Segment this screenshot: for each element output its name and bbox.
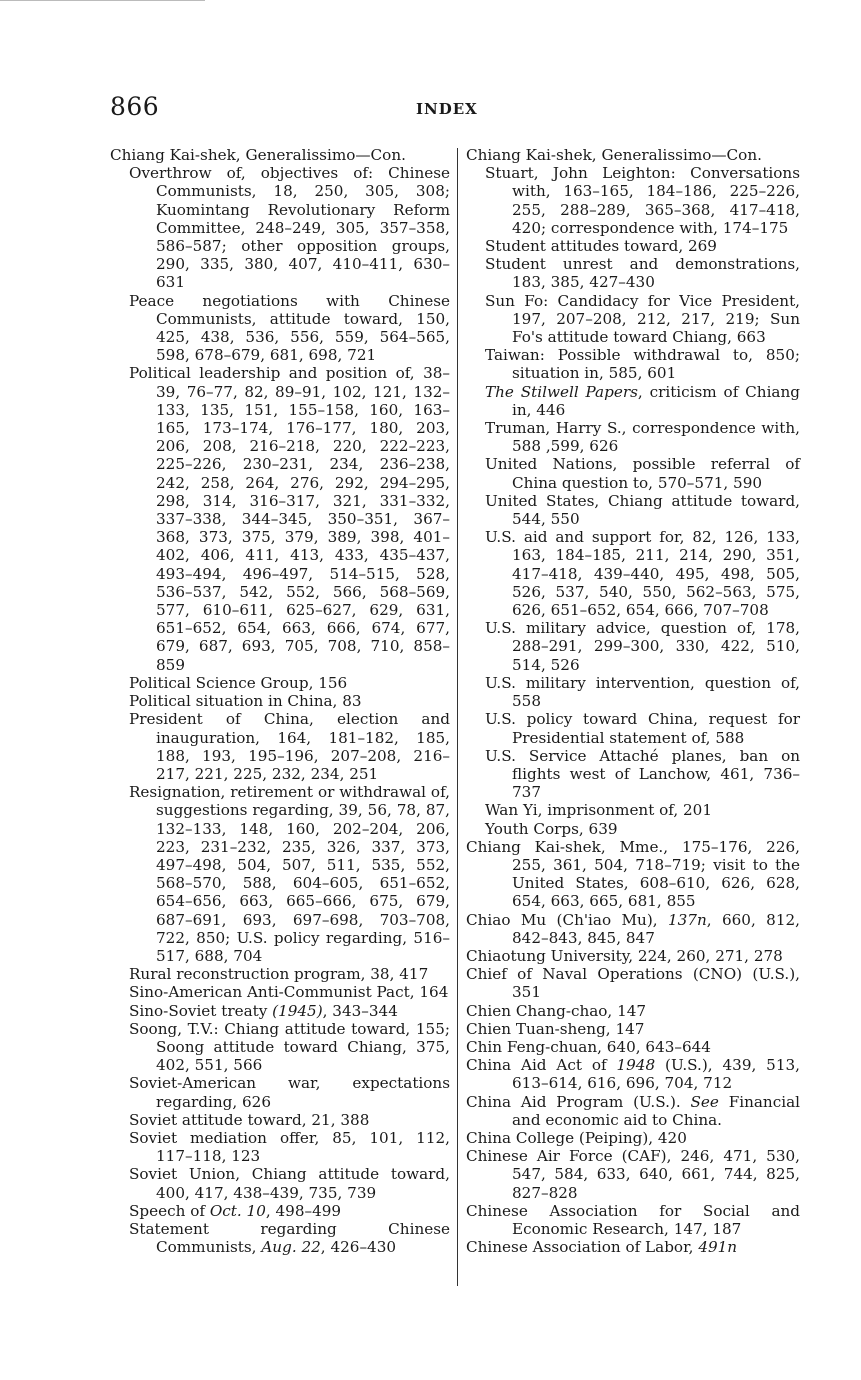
index-subentry: Soviet attitude toward, 21, 388 xyxy=(129,1110,370,1129)
index-subentry: Sino-American Anti-Communist Pact, 164 xyxy=(129,983,449,1002)
index-entry: Chiaotung University, 224, 260, 271, 278 xyxy=(466,946,783,965)
index-subentry: Overthrow of, objectives of: Chinese Communists, 18, 250, 305, 308; Kuomintang Revolutionary Reform Committee, 248–249, 305, 357–358, 586–587; other opposition groups, 290, 335, 380, 407, 410–411, 630–631 xyxy=(129,164,450,292)
index-subentry: Political situation in China, 83 xyxy=(129,692,362,711)
index-subentry: Soong, T.V.: Chiang attitude toward, 155; Soong attitude toward Chiang, 375, 402, 551, 566 xyxy=(129,1019,450,1075)
index-entry: China Aid Program (U.S.). See Financial and economic aid to China. xyxy=(466,1092,800,1129)
index-subentry: Peace negotiations with Chinese Communists, attitude toward, 150, 425, 438, 536, 556, 559, 564–565, 598, 678–679, 681, 698, 721 xyxy=(129,291,450,365)
index-subentry: United States, Chiang attitude toward, 544, 550 xyxy=(485,491,800,529)
index-subentry: Student attitudes toward, 269 xyxy=(485,237,717,256)
index-subentry: Speech of Oct. 10, 498–499 xyxy=(129,1201,342,1220)
index-subentry: U.S. Service Attaché planes, ban on flights west of Lanchow, 461, 736–737 xyxy=(485,746,800,802)
index-entry: Chief of Naval Operations (CNO) (U.S.), 351 xyxy=(466,965,800,1002)
index-subentry: U.S. military advice, question of, 178, 288–291, 299–300, 330, 422, 510, 514, 526 xyxy=(485,619,800,674)
index-subentry: Political leadership and position of, 38–39, 76–77, 82, 89–91, 102, 121, 132–133, 135, 151, 155–158, 160, 163–165, 173–174, 176–177, 180, 203, 206, 208, 216–218, 220, 222–223, 225–226, 230–231, 234, 236–238, 242, 258, 264, 276, 292, 294–295, 298, 314, 316–317, 321, 331–332, 337–338, 344–345, 350–351, 367–368, 373, 375, 379, 389, 398, 401–402, 406, 411, 413, 433, 435–437, 493–494, 496–497, 514–515, 528, 536–537, 542, 552, 566, 568–569, 577, 610–611, 625–627, 629, 631, 651–652, 654, 663, 666, 674, 677, 679, 687, 693, 705, 708, 710, 858–859 xyxy=(129,364,450,674)
index-entry: Chinese Air Force (CAF), 246, 471, 530, 547, 584, 633, 640, 661, 744, 825, 827–828 xyxy=(466,1147,800,1202)
index-subentry: U.S. policy toward China, request for Presidential statement of, 588 xyxy=(485,710,800,747)
index-subentry: The Stilwell Papers, criticism of Chiang in, 446 xyxy=(485,382,800,419)
index-entry: Chinese Association of Labor, 491n xyxy=(466,1238,738,1257)
index-subentry: U.S. military intervention, question of, 558 xyxy=(485,673,800,711)
index-entry: Chiang Kai-shek, Mme., 175–176, 226, 255, 361, 504, 718–719; visit to the United States, 608–610, 626, 628, 654, 663, 665, 681, 855 xyxy=(466,837,800,911)
index-subentry: Wan Yi, imprisonment of, 201 xyxy=(485,801,713,820)
index-subentry: Stuart, John Leighton: Conversations with, 163–165, 184–186, 225–226, 255, 288–289, 365–368, 417–418, 420; correspondence with, 174–175 xyxy=(485,164,800,237)
index-subentry: Statement regarding Chinese Communists, Aug. 22, 426–430 xyxy=(129,1219,450,1257)
page-number: 866 xyxy=(110,92,160,121)
index-entry: Chien Chang-chao, 147 xyxy=(466,1001,647,1020)
index-entry: China College (Peiping), 420 xyxy=(466,1128,687,1147)
index-subentry: Soviet Union, Chiang attitude toward, 400, 417, 438–439, 735, 739 xyxy=(129,1165,450,1202)
index-subentry: Sun Fo: Candidacy for Vice President, 197, 207–208, 212, 217, 219; Sun Fo's attitude toward Chiang, 663 xyxy=(485,291,800,347)
index-subentry: Resignation, retirement or withdrawal of, suggestions regarding, 39, 56, 78, 87, 132–133, 148, 160, 202–204, 206, 223, 231–232, 235, 326, 337, 373, 497–498, 504, 507, 511, 535, 552, 568–570, 588, 604–605, 651–652, 654–656, 663, 665–666, 675, 679, 687–691, 693, 697–698, 703–708, 722, 850; U.S. policy regarding, 516–517, 688, 704 xyxy=(129,783,450,965)
index-entry: Chien Tuan-sheng, 147 xyxy=(466,1019,645,1038)
left-column xyxy=(110,146,450,1256)
index-subentry: U.S. aid and support for, 82, 126, 133, 163, 184–185, 211, 214, 290, 351, 417–418, 439–440, 495, 498, 505, 526, 537, 540, 550, 562–563, 575, 626, 651–652, 654, 666, 707–708 xyxy=(485,528,800,620)
index-entry: China Aid Act of 1948 (U.S.), 439, 513, 613–614, 616, 696, 704, 712 xyxy=(466,1056,800,1093)
index-entry: Chiao Mu (Ch'iao Mu), 137n, 660, 812, 842–843, 845, 847 xyxy=(466,910,800,947)
column-divider xyxy=(457,148,458,1286)
right-column xyxy=(466,146,800,1256)
index-subentry: Taiwan: Possible withdrawal to, 850; situation in, 585, 601 xyxy=(485,346,800,383)
index-subentry: Soviet-American war, expectations regarding, 626 xyxy=(129,1074,450,1111)
index-subentry: Sino-Soviet treaty (1945), 343–344 xyxy=(129,1001,398,1020)
index-entry: Chinese Association for Social and Economic Research, 147, 187 xyxy=(466,1201,800,1238)
index-subentry: Soviet mediation offer, 85, 101, 112, 117–118, 123 xyxy=(129,1128,450,1166)
index-entry: Chin Feng-chuan, 640, 643–644 xyxy=(466,1037,711,1056)
index-subentry: Rural reconstruction program, 38, 417 xyxy=(129,965,429,984)
index-subentry: Student unrest and demonstrations, 183, 385, 427–430 xyxy=(485,255,800,292)
index-subentry: Truman, Harry S., correspondence with, 588 ,599, 626 xyxy=(485,419,800,456)
running-head: INDEX xyxy=(416,100,478,118)
continued-heading: Chiang Kai-shek, Generalissimo—Con. xyxy=(466,146,762,164)
index-subentry: Political Science Group, 156 xyxy=(129,673,348,692)
top-rule xyxy=(0,0,205,1)
index-subentry: United Nations, possible referral of China question to, 570–571, 590 xyxy=(485,455,800,492)
continued-heading: Chiang Kai-shek, Generalissimo—Con. xyxy=(110,146,406,164)
index-subentry: Youth Corps, 639 xyxy=(485,819,618,838)
index-subentry: President of China, election and inauguration, 164, 181–182, 185, 188, 193, 195–196, 207–208, 216–217, 221, 225, 232, 234, 251 xyxy=(129,710,450,783)
